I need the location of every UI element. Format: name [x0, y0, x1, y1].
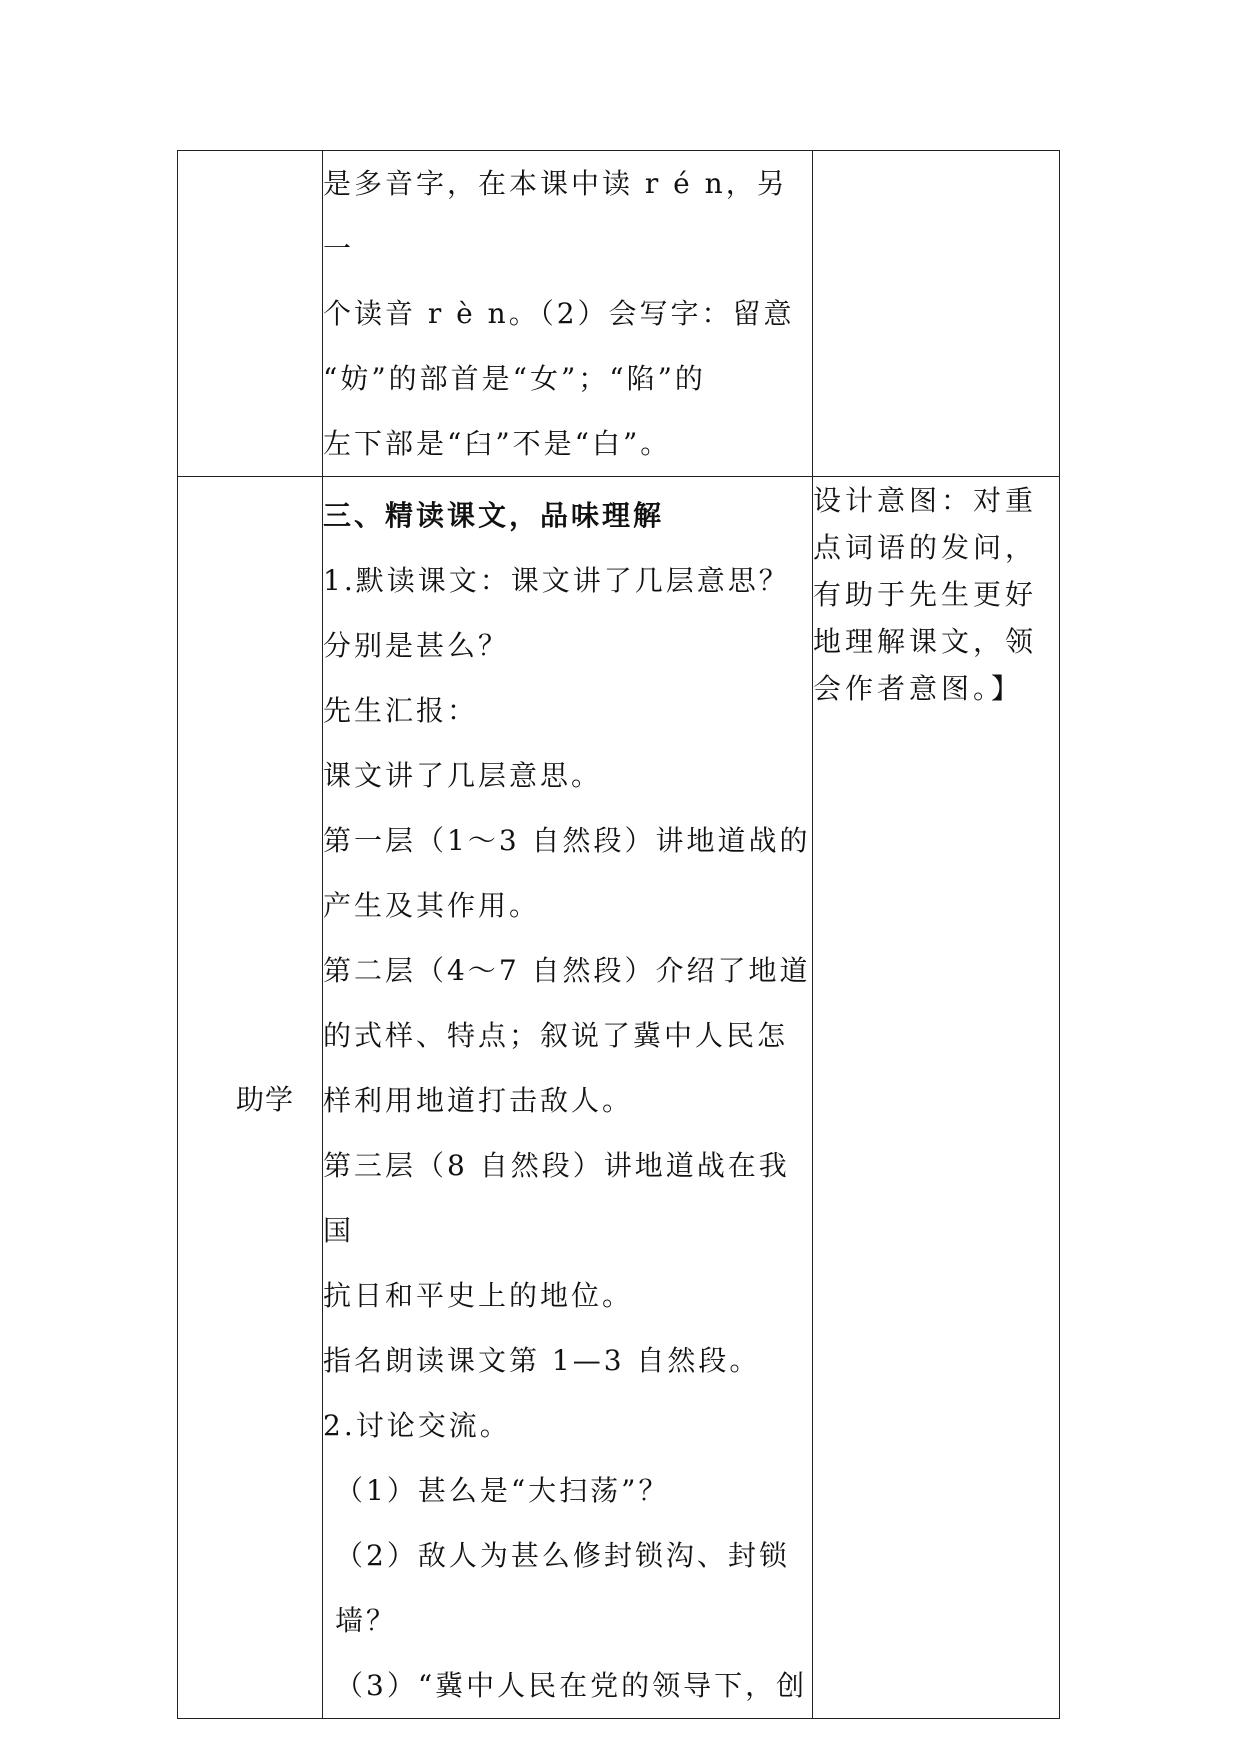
content-line: 的式样、特点；叙说了冀中人民怎 — [323, 1019, 789, 1052]
lesson-plan-table — [177, 150, 1060, 1719]
content-line: 第一层（1～3 自然段）讲地道战的 — [323, 824, 811, 857]
content-line: 指名朗读课文第 1—3 自然段。 — [323, 1344, 761, 1377]
stage-cell — [178, 151, 323, 477]
content-line: 产生及其作用。 — [323, 889, 541, 922]
content-line: 先生汇报： — [323, 694, 479, 727]
stage-cell — [178, 477, 323, 1719]
stage-label: 助学 — [235, 1082, 294, 1116]
question-line: （3）“冀中人民在党的领导下，创 — [335, 1669, 808, 1702]
content-line: 分别是甚么？ — [323, 629, 510, 662]
content-line: 第二层（4～7 自然段）介绍了地道 — [323, 954, 811, 987]
note-cell — [813, 477, 1060, 1719]
content-cell — [323, 151, 813, 477]
section-heading: 三、精读课文，品味理解 — [323, 499, 665, 532]
design-note-line: 会作者意图。】 — [813, 672, 1024, 705]
content-line: 样利用地道打击敌人。 — [323, 1084, 634, 1117]
content-line: 课文讲了几层意思。 — [323, 759, 603, 792]
content-line: 第三层（8 自然段）讲地道战在我国 — [323, 1149, 790, 1247]
content-line: “妨”的部首是“女”；“陷”的 — [323, 362, 706, 395]
table-row — [178, 151, 1060, 477]
question-line: （2）敌人为甚么修封锁沟、封锁墙？ — [335, 1539, 790, 1637]
design-note-line: 地理解课文，领 — [813, 625, 1038, 658]
content-line: 是多音字，在本课中读 r é n，另一 — [323, 167, 788, 265]
design-note-line: 有助于先生更好 — [813, 578, 1038, 611]
design-note-line: 设计意图：对重 — [813, 484, 1038, 517]
table-row — [178, 477, 1060, 1719]
content-line: 抗日和平史上的地位。 — [323, 1279, 634, 1312]
content-line: 个读音 r è n。（2）会写字：留意 — [323, 297, 795, 330]
content-line: 1.默读课文：课文讲了几层意思？ — [323, 564, 790, 597]
design-note-line: 点词语的发问， — [813, 531, 1038, 564]
content-line: 2.讨论交流。 — [323, 1409, 511, 1442]
question-line: （1）甚么是“大扫荡”？ — [335, 1474, 670, 1507]
content-line: 左下部是“臼”不是“白”。 — [323, 427, 672, 460]
note-cell — [813, 151, 1060, 477]
content-cell — [323, 477, 813, 1719]
